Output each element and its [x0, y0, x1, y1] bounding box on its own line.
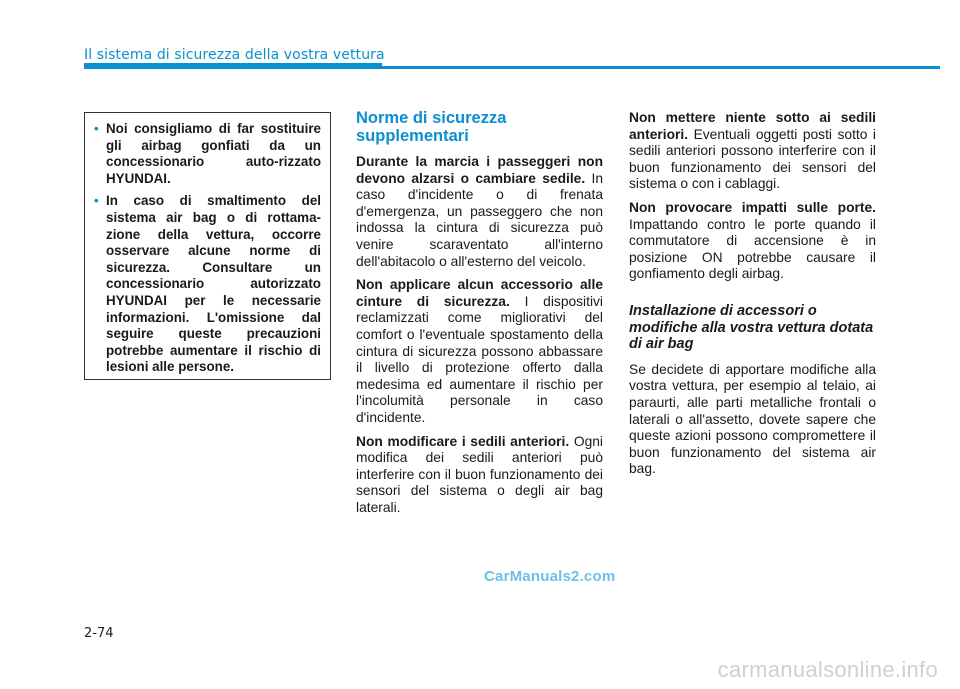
bullet-icon: • [94, 121, 99, 136]
section-heading: Norme di sicurezza supplementari [356, 109, 507, 145]
middle-column [356, 110, 603, 523]
paragraph-lead: Non modificare i sedili anteriori. [356, 433, 570, 449]
paragraph-body: Impattando contro le porte quando il commutatore di accensione è in posizione ON potrebbe causare il gonfiamento degli airbag. [629, 216, 876, 282]
paragraph-body: Eventuali oggetti posti sotto i sedili anteriori possono interferire con il buon funzionamento dei sensori del sistema o con i cablaggi. [629, 126, 876, 192]
bullet-icon: • [94, 193, 99, 209]
paragraph [629, 110, 876, 193]
paragraph-lead: Non applicare alcun accessorio alle cinture di sicurezza. [356, 277, 603, 309]
warning-box [84, 112, 331, 380]
warning-item [94, 121, 321, 187]
paragraph [629, 200, 876, 283]
warning-item-text: Noi consigliamo di far sostituire gli airbag gonfiati da un concessionario auto-rizzato HYUNDAI. [106, 121, 321, 186]
header-rule [84, 66, 940, 69]
paragraph-lead: Non mettere niente sotto ai sedili anteriori. [629, 110, 876, 142]
subsection-heading: Installazione di accessori o modifiche alla vostra vettura dotata di air bag [629, 302, 874, 353]
page-number: 2-74 [84, 626, 114, 641]
watermark-carmanualsonline[interactable]: carmanualsonline.info [717, 657, 938, 682]
watermark-carmanuals2[interactable]: CarManuals2.com [484, 568, 616, 585]
warning-item [94, 193, 321, 376]
paragraph-lead: Non provocare impatti sulle porte. [629, 199, 876, 215]
warning-item-text: In caso di smaltimento del sistema air bag o di rottama-zione della vettura, occorre osservare alcune norme di sicurezza. Consultare un concessionario autorizzato HYUNDAI per le necessarie informazioni. L'omissione dal seguire queste precauzioni potrebbe aumentare il rischio di lesioni alle persone. [106, 193, 321, 375]
right-column [629, 110, 876, 485]
paragraph: Se decidete di apportare modifiche alla vostra vettura, per esempio al telaio, ai paraurti, alle parti metalliche frontali o laterali o all'assetto, dovete sapere che queste azioni possono compromettere il buon funzionamento del sistema air bag. [629, 361, 876, 477]
section-title: Il sistema di sicurezza della vostra vettura [84, 47, 385, 63]
paragraph [356, 154, 603, 270]
paragraph-lead: Durante la marcia i passeggeri non devono alzarsi o cambiare sedile. [356, 154, 603, 186]
paragraph [356, 277, 603, 426]
paragraph-body: In caso d'incidente o di frenata d'emergenza, un passeggero che non indossa la cintura di sicurezza può venire scaraventato all'interno dell'abitacolo o all'esterno del veicolo. [356, 170, 603, 269]
paragraph [356, 434, 603, 517]
paragraph-body: I dispositivi reclamizzati come migliorativi del comfort o l'eventuale spostamento della cintura di sicurezza possono abbassare il livello di protezione offerto dalla medesima ed aumentare il rischio per l'incolumità personale in caso d'incidente. [356, 293, 603, 425]
warning-list [94, 121, 321, 376]
paragraph-body: Ogni modifica dei sedili anteriori può interferire con il buon funzionamento dei sensori del sistema o degli air bag laterali. [356, 433, 603, 515]
